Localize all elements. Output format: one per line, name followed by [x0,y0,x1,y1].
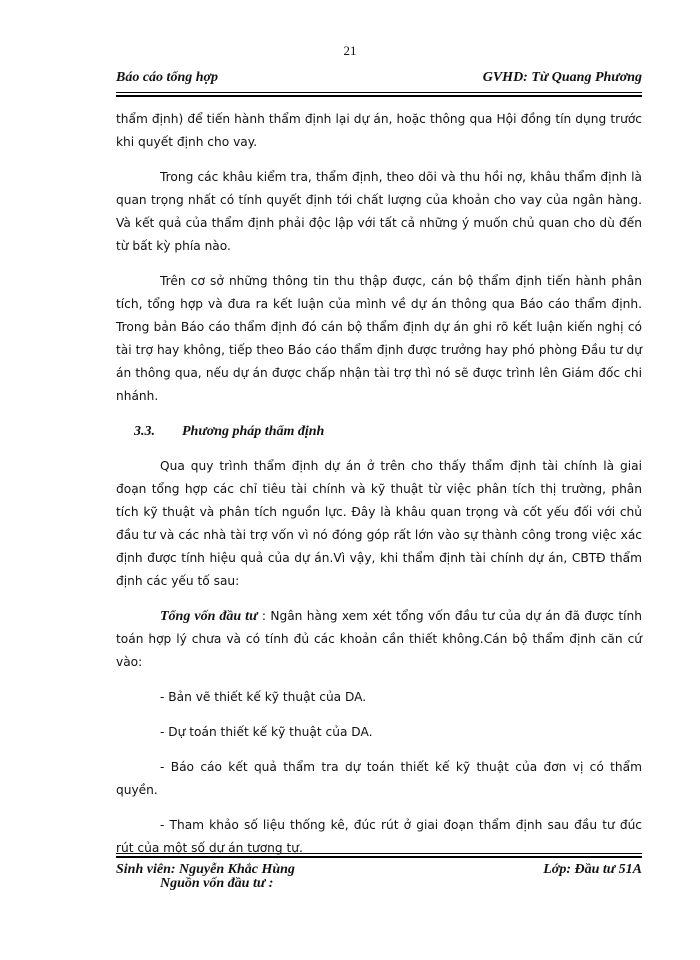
list-item: - Bản vẽ thiết kế kỹ thuật của DA. [160,690,367,704]
section-number: 3.3. [134,424,155,439]
paragraph-total-investment [116,605,642,674]
footer-divider [116,853,642,858]
header-report-title: Báo cáo tổng hợp [116,70,219,85]
header-divider [116,92,642,97]
document-body [116,108,642,895]
section-title: Phương pháp thẩm định [182,424,325,439]
list-item: - Báo cáo kết quả thẩm tra dự toán thiết kế kỹ thuật của đơn vị có thẩm quyền. [116,760,642,797]
list-item: - Dự toán thiết kế kỹ thuật của DA. [160,725,373,739]
term-investment-source: Nguồn vốn đầu tư : [160,876,274,891]
term-total-investment: Tổng vốn đầu tư [160,609,258,624]
page-number: 21 [343,43,357,58]
footer-student: Sinh viên: Nguyễn Khắc Hùng [116,862,295,877]
paragraph-financial-appraisal: Qua quy trình thẩm định dự án ở trên cho thấy thẩm định tài chính là giai đoạn tổng hợp các chỉ tiêu tài chính và kỹ thuật từ việc phân tích thị trường, phân tích kỹ thuật và phân tích nguồn lực. Đây là khâu quan trọng và cốt yếu đối với chủ đầu tư và các nhà tài trợ vốn vì nó đóng góp rất lớn vào sự thành công trong việc xác định được tính hiệu quả của dự án.Vì vậy, khi thẩm định tài chính dự án, CBTĐ thẩm định các yếu tố sau: [116,459,642,588]
list-item: - Tham khảo số liệu thống kê, đúc rút ở giai đoạn thẩm định sau đầu tư đúc rút của một số dự án tương tự. [116,818,642,855]
page-header [116,70,642,92]
header-supervisor: GVHD: Từ Quang Phương [482,70,642,85]
paragraph-continuation: thẩm định) để tiến hành thẩm định lại dự án, hoặc thông qua Hội đồng tín dụng trước khi quyết định cho vay. [116,112,642,149]
footer-class: Lớp: Đầu tư 51A [543,862,642,877]
paragraph-appraisal-importance: Trong các khâu kiểm tra, thẩm định, theo dõi và thu hồi nợ, khâu thẩm định là quan trọng nhất có tính quyết định tới chất lượng của khoản cho vay của ngân hàng. Và kết quả của thẩm định phải độc lập với tất cả những ý muốn chủ quan cho dù đến từ bất kỳ phía nào. [116,170,642,253]
page-footer [116,862,642,884]
paragraph-appraisal-report: Trên cơ sở những thông tin thu thập được, cán bộ thẩm định tiến hành phân tích, tổng hợp và đưa ra kết luận của mình về dự án thông qua Báo cáo thẩm định. Trong bản Báo cáo thẩm định đó cán bộ thẩm định dự án ghi rõ kết luận kiến nghị có tài trợ hay không, tiếp theo Báo cáo thẩm định được trưởng hay phó phòng Đầu tư dự án thông qua, nếu dự án được chấp nhận tài trợ thì nó sẽ được trình lên Giám đốc chi nhánh. [116,274,642,403]
section-heading [116,420,642,443]
total-investment-description: : Ngân hàng xem xét tổng vốn đầu tư của dự án đã được tính toán hợp lý chưa và có tính đủ các khoản cần thiết không.Cán bộ thẩm định căn cứ vào: [116,609,642,669]
